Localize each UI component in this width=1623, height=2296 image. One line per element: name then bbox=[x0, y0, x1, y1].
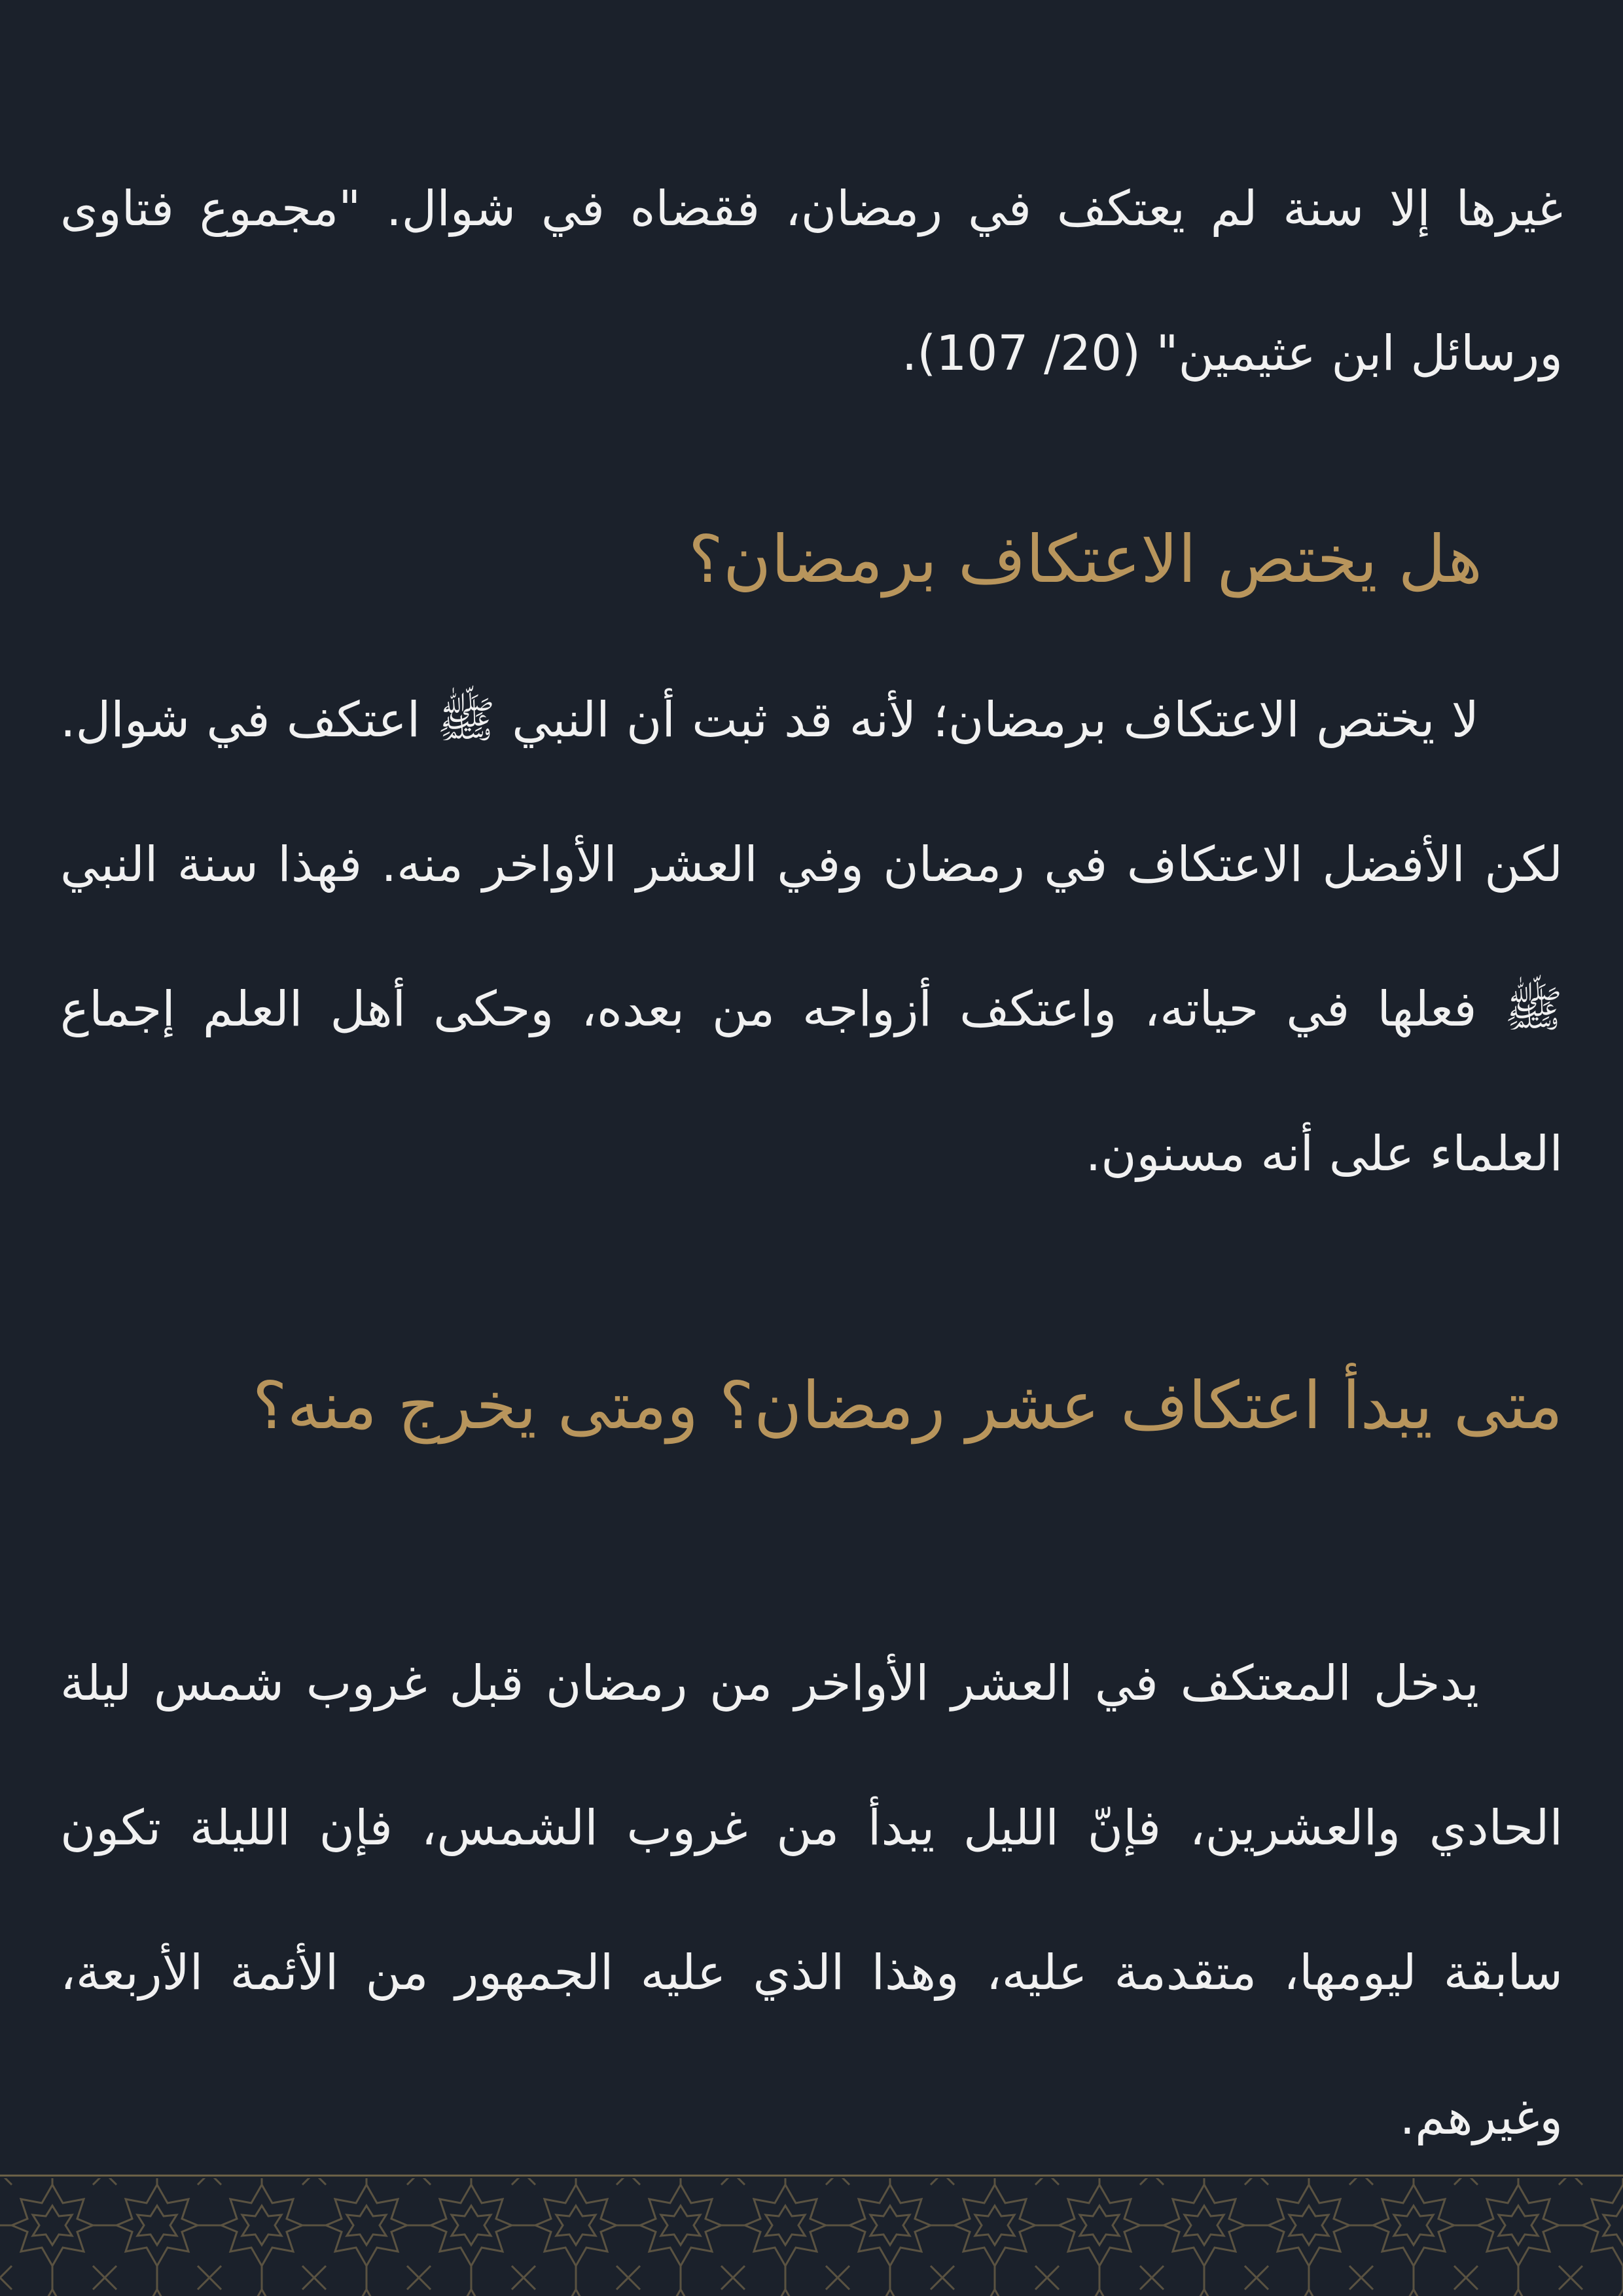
paragraph-itikaf-not-only-ramadan: لا يختص الاعتكاف برمضان؛ لأنه قد ثبت أن النبي ﷺ اعتكف في شوال. لكن الأفضل الاعتكاف في رمضان وفي العشر الأواخر منه. فهذا سنة النبي ﷺ فعلها في حياته، واعتكف أزواجه من بعده، وحكى أهل العلم إجماع العلماء على أنه مسنون. bbox=[60, 692, 1563, 1182]
paragraph-start-time: يدخل المعتكف في العشر الأواخر من رمضان قبل غروب شمس ليلة الحادي والعشرين، فإنّ الليل يبدأ من غروب الشمس، فإن الليلة تكون سابقة ليومها، متقدمة عليه، وهذا الذي عليه الجمهور من الأئمة الأربعة، وغيرهم. bbox=[60, 1655, 1563, 2145]
heading-when-start-end: متى يبدأ اعتكاف عشر رمضان؟ ومتى يخرج منه؟ bbox=[252, 1367, 1563, 1444]
paragraph-fatwa-citation: غيرها إلا سنة لم يعتكف في رمضان، فقضاه في شوال. "مجموع فتاوى ورسائل ابن عثيمين" (20/ 107). bbox=[60, 181, 1563, 382]
heading-ramadan-only: هل يختص الاعتكاف برمضان؟ bbox=[688, 521, 1482, 598]
ornament-pattern bbox=[0, 2173, 1623, 2296]
islamic-star-pattern-border bbox=[0, 2173, 1623, 2296]
